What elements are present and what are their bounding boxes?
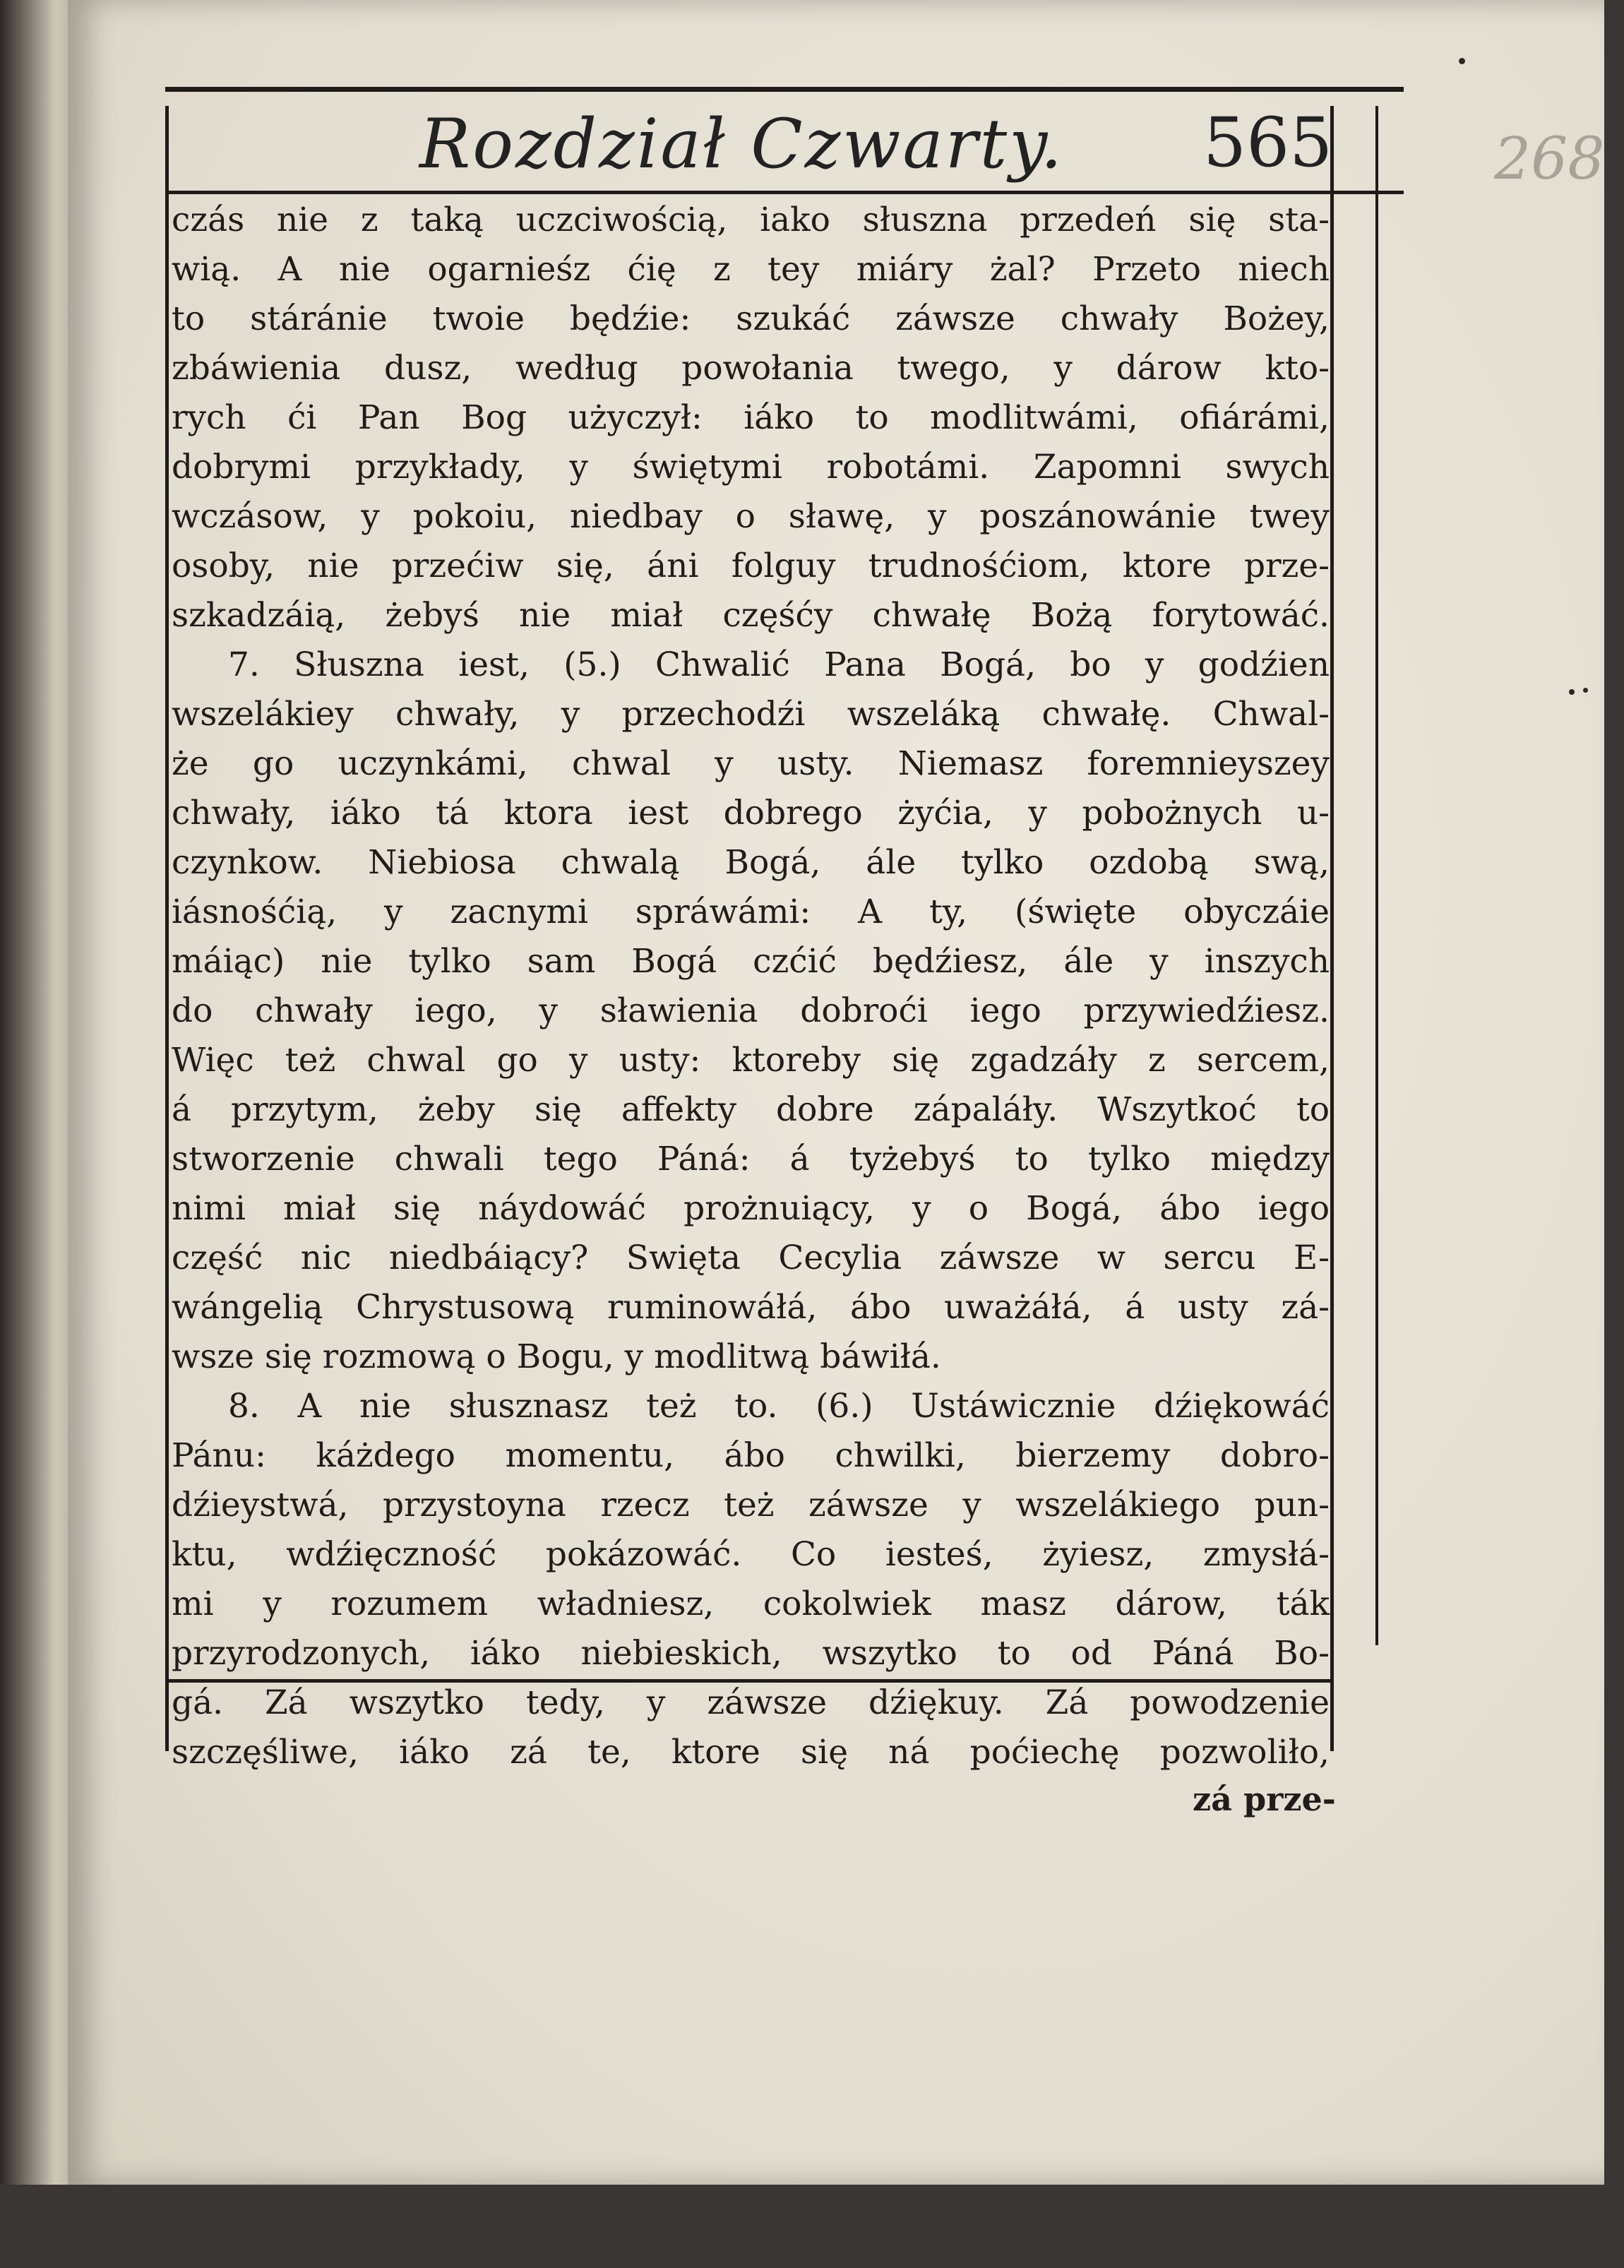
frame-right-rule <box>1330 106 1334 1751</box>
text-line: wángelią Chrystusową ruminowáłá, ábo uważáłá, á usty zá- <box>172 1288 1330 1327</box>
handwritten-margin-note: 268 <box>1494 126 1605 193</box>
text-line: máiąc) nie tylko sam Bogá czćić będźiesz, ále y inszych <box>172 942 1330 981</box>
text-line: część nic niedbáiący? Swięta Cecylia záwsze w sercu E- <box>172 1239 1330 1277</box>
text-line: dobrymi przykłady, y świętymi robotámi. Zapomni swych <box>172 448 1330 487</box>
text-line: to stáránie twoie będźie: szukáć záwsze chwały Bożey, <box>172 299 1330 338</box>
catchword: zá prze- <box>1193 1780 1336 1818</box>
ink-speck <box>1459 58 1465 64</box>
chapter-title: Rozdział Czwarty. <box>419 105 1065 184</box>
text-line: 7. Słuszna iest, (5.) Chwalić Pana Bogá, bo y godźien <box>228 645 1330 684</box>
ink-speck <box>1569 689 1575 695</box>
text-line: ktu, wdźięczność pokázowáć. Co iesteś, żyiesz, zmysłá- <box>172 1535 1330 1574</box>
ink-speck <box>1583 688 1588 693</box>
text-line: wczásow, y pokoiu, niedbay o sławę, y poszánowánie twey <box>172 497 1330 536</box>
header-rule-bottom <box>165 191 1404 194</box>
text-line: dźieystwá, przystoyna rzecz też záwsze y wszelákiego pun- <box>172 1486 1330 1524</box>
text-line: Więc też chwal go y usty: ktoreby się zgadzáły z sercem, <box>172 1041 1330 1080</box>
text-line: wią. A nie ogarnieśz ćię z tey miáry żal? Przeto niech <box>172 250 1330 289</box>
text-line: mi y rozumem władniesz, cokolwiek masz dárow, ták <box>172 1584 1330 1623</box>
text-line: szczęśliwe, iáko zá te, ktore się ná poćiechę pozwoliło, <box>172 1733 1330 1772</box>
body-text <box>169 195 1336 2268</box>
text-line: Pánu: káżdego momentu, ábo chwilki, bierzemy dobro- <box>172 1436 1330 1475</box>
text-line: czás nie z taką uczciwością, iako słuszna przedeń się sta- <box>172 201 1330 239</box>
text-line: przyrodzonych, iáko niebieskich, wszytko to od Páná Bo- <box>172 1634 1330 1673</box>
page-number: 565 <box>1203 103 1333 182</box>
text-line: á przytym, żeby się affekty dobre zápaláły. Wszytkoć to <box>172 1090 1330 1129</box>
text-line: zbáwienia dusz, według powołania twego, y dárow kto- <box>172 349 1330 388</box>
text-line: że go uczynkámi, chwal y usty. Niemasz foremnieyszey <box>172 744 1330 783</box>
text-line: chwały, iáko tá ktora iest dobrego żyćia, y pobożnych u- <box>172 794 1330 832</box>
text-line: iásnośćią, y zacnymi spráwámi: A ty, (święte obyczáie <box>172 893 1330 931</box>
book-page <box>68 0 1604 2185</box>
text-line: 8. A nie słusznasz też to. (6.) Ustáwicznie dźiękowáć <box>228 1387 1330 1426</box>
text-line: rych ći Pan Bog użyczył: iáko to modlitwámi, ofiárámi, <box>172 398 1330 437</box>
text-line: wsze się rozmową o Bogu, y modlitwą báwiłá. <box>172 1337 941 1376</box>
running-head <box>165 103 1333 189</box>
text-line: wszelákiey chwały, y przechodźi wszeláką chwałę. Chwal- <box>172 695 1330 734</box>
text-line: gá. Zá wszytko tedy, y záwsze dźiękuy. Zá powodzenie <box>172 1683 1330 1722</box>
text-line: osoby, nie przećiw się, áni folguy trudnośćiom, ktore prze- <box>172 547 1330 585</box>
text-line: do chwały iego, y sławienia dobroći iego przywiedźiesz. <box>172 991 1330 1030</box>
frame-right-outer-rule <box>1375 106 1378 1645</box>
text-line: szkadzáią, żebyś nie miał częśćy chwałę Bożą forytowáć. <box>172 596 1330 635</box>
text-line: nimi miał się náydowáć prożnuiący, y o Bogá, ábo iego <box>172 1189 1330 1228</box>
text-line: czynkow. Niebiosa chwalą Bogá, ále tylko ozdobą swą, <box>172 843 1330 882</box>
header-rule-top <box>165 87 1404 92</box>
text-line: stworzenie chwali tego Páná: á tyżebyś to tylko między <box>172 1140 1330 1178</box>
